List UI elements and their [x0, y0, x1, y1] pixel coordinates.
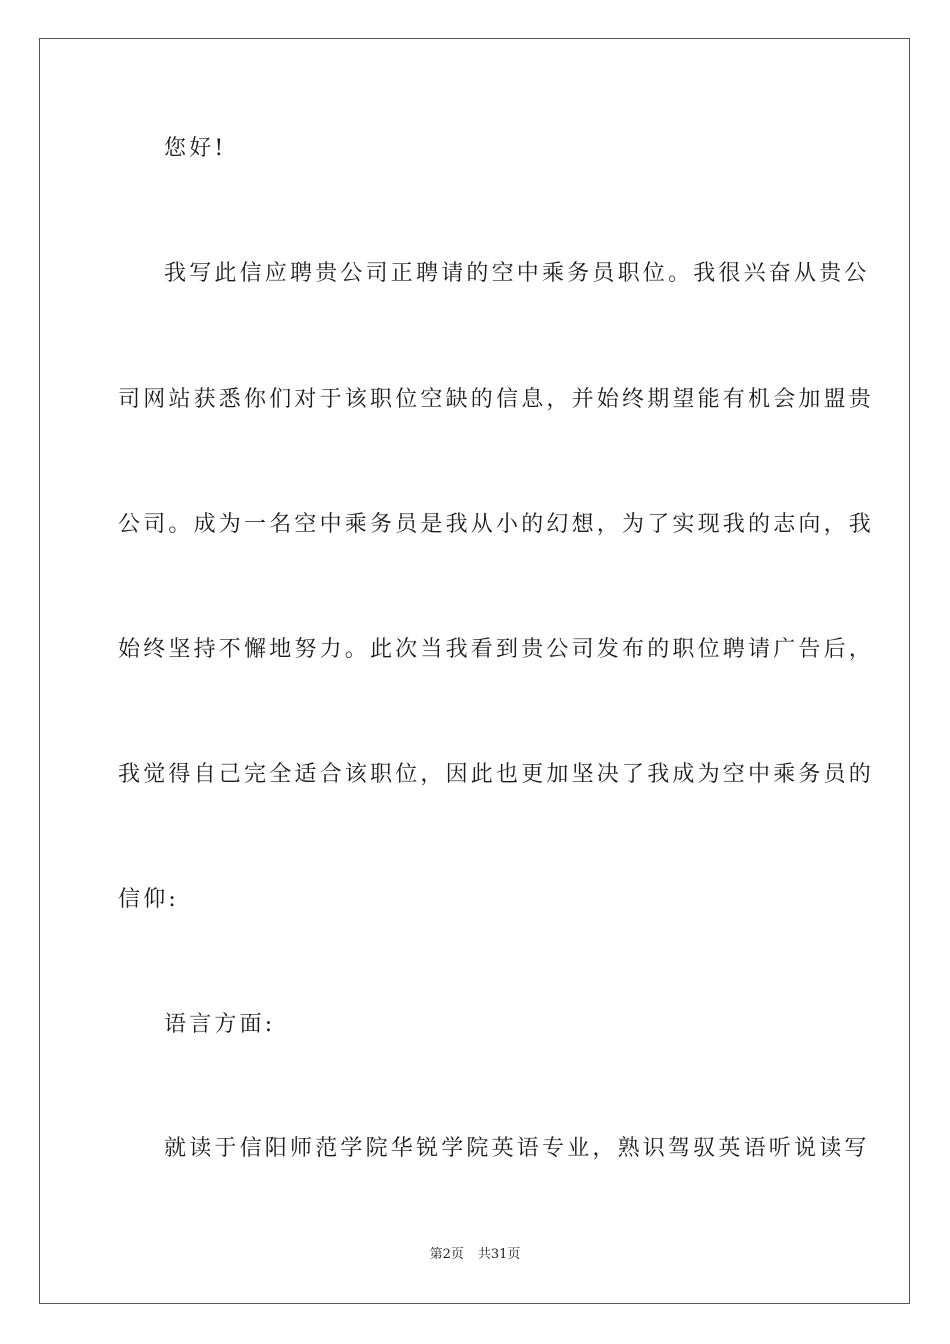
paragraph-line: 信仰: — [118, 887, 180, 912]
paragraph-line: 我觉得自己完全适合该职位，因此也更加坚决了我成为空中乘务员的 — [118, 762, 875, 787]
paragraph-line: 公司。成为一名空中乘务员是我从小的幻想，为了实现我的志向，我 — [118, 512, 875, 537]
page-footer — [0, 1246, 950, 1264]
paragraph-line: 我写此信应聘贵公司正聘请的空中乘务员职位。我很兴奋从贵公 — [164, 261, 870, 286]
paragraph-line: 司网站获悉你们对于该职位空缺的信息，并始终期望能有机会加盟贵 — [118, 387, 875, 412]
page-frame — [39, 38, 910, 1304]
page-number-current: 第2页 — [429, 1247, 464, 1262]
paragraph-line: 就读于信阳师范学院华锐学院英语专业，熟识驾驭英语听说读写 — [164, 1136, 870, 1161]
greeting: 您好! — [164, 136, 227, 161]
section-heading: 语言方面: — [164, 1012, 276, 1037]
page-number-total: 共31页 — [477, 1247, 521, 1262]
paragraph-line: 始终坚持不懈地努力。此次当我看到贵公司发布的职位聘请广告后， — [118, 637, 875, 662]
